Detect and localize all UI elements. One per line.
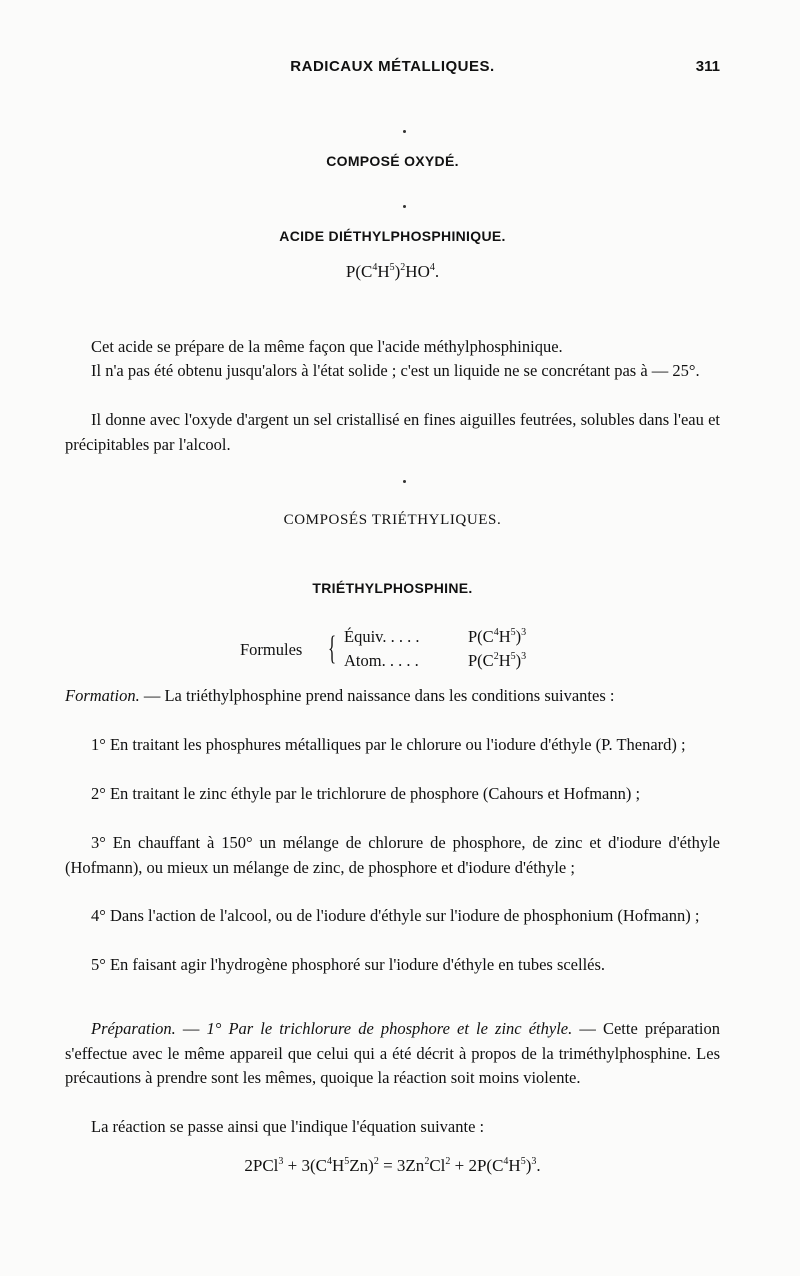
formula-acide: $P(C^4H^5)^2HO^4$. bbox=[345, 262, 440, 281]
heading-compose-oxyde: COMPOSÉ OXYDÉ. bbox=[326, 153, 459, 169]
list-item-formation-3: 3° En chauffant à 150° un mélange de chlorure de phosphore, de zinc et d'iodure d'éthyle (Hofmann), ou mieux un mélange de zinc, de phosphore et d'iodure d'éthyle ; bbox=[65, 833, 720, 877]
list-item-formation-4: 4° Dans l'action de l'alcool, ou de l'iodure d'éthyle sur l'iodure de phosphonium (Hofmann) ; bbox=[91, 906, 700, 925]
paragraph-etat-liquide: Il n'a pas été obtenu jusqu'alors à l'état solide ; c'est un liquide ne se concrétant pas à — 25°. bbox=[91, 361, 700, 380]
ornament-dot bbox=[403, 205, 406, 208]
ornament-dot bbox=[403, 480, 406, 483]
formulas-table bbox=[240, 627, 620, 677]
running-head bbox=[65, 58, 720, 82]
running-head-title: RADICAUX MÉTALLIQUES. bbox=[290, 58, 495, 75]
heading-triethylphosphine: TRIÉTHYLPHOSPHINE. bbox=[312, 580, 473, 596]
preparation-method: 1° Par le trichlorure de phosphore et le zinc éthyle. bbox=[206, 1019, 573, 1038]
brace-symbol: { bbox=[328, 630, 337, 667]
paragraph-preparation: Préparation. — 1° Par le trichlorure de phosphore et le zinc éthyle. — Cette préparation s'effectue avec le même appareil que celui qui a été décrit à propos de la triméthylphosphine. Les précautions à prendre sont les mêmes, quoique la réaction soit moins violente. bbox=[65, 1019, 721, 1087]
list-item-formation-1: 1° En traitant les phosphures métalliques par le chlorure ou l'iodure d'éthyle (P. Thenard) ; bbox=[91, 735, 686, 754]
preparation-lead: Préparation. bbox=[91, 1019, 176, 1038]
paragraph-reaction-intro: La réaction se passe ainsi que l'indique l'équation suivante : bbox=[91, 1117, 485, 1136]
formulas-label: Formules bbox=[240, 640, 303, 659]
page-number: 311 bbox=[695, 58, 720, 75]
ornament-dot bbox=[403, 130, 406, 133]
equiv-label: Équiv. . . . . bbox=[344, 627, 420, 646]
heading-composes-triethyliques: COMPOSÉS TRIÉTHYLIQUES. bbox=[283, 512, 502, 528]
atom-formula: $P(C^2H^5)^3$ bbox=[468, 651, 527, 670]
heading-acide-diethylphosphinique: ACIDE DIÉTHYLPHOSPHINIQUE. bbox=[279, 228, 506, 244]
paragraph-preparation-acide: Cet acide se prépare de la même façon que l'acide méthylphosphinique. bbox=[91, 337, 563, 356]
list-item-formation-5: 5° En faisant agir l'hydrogène phosphoré sur l'iodure d'éthyle en tubes scellés. bbox=[91, 955, 606, 974]
list-item-formation-2: 2° En traitant le zinc éthyle par le trichlorure de phosphore (Cahours et Hofmann) ; bbox=[91, 784, 641, 803]
equation-reaction: $2PCl^3 + 3(C^4H^5Zn)^2 = 3Zn^2Cl^2 + 2P(C^4H^5)^3$. bbox=[244, 1156, 541, 1175]
atom-label: Atom. . . . . bbox=[344, 651, 419, 670]
paragraph-sel-argent: Il donne avec l'oxyde d'argent un sel cristallisé en fines aiguilles feutrées, solubles dans l'eau et précipitables par l'alcool. bbox=[65, 410, 720, 454]
equiv-formula: $P(C^4H^5)^3$ bbox=[468, 627, 527, 646]
formation-lead: Formation. bbox=[65, 686, 140, 705]
paragraph-formation: Formation. — La triéthylphosphine prend naissance dans les conditions suivantes : bbox=[65, 686, 615, 705]
